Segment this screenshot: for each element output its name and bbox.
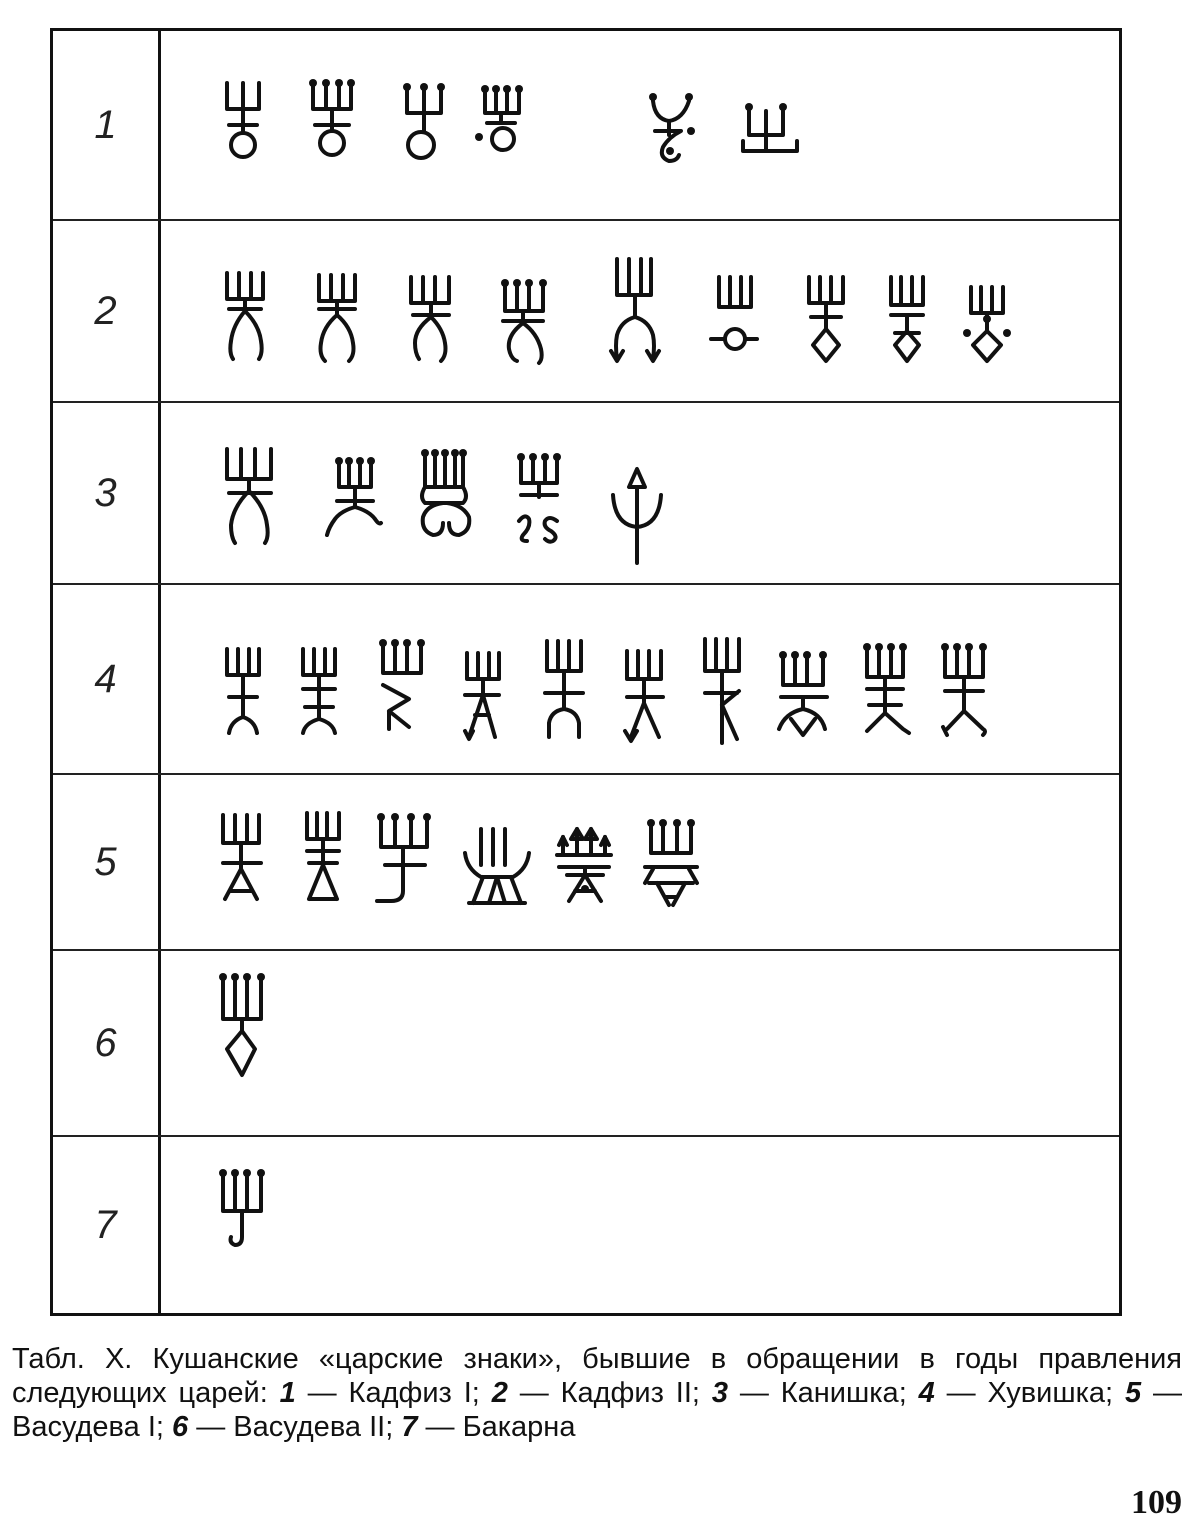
tamga-sign bbox=[461, 825, 533, 905]
tamga-sign bbox=[937, 641, 993, 741]
tamga-sign bbox=[641, 817, 703, 913]
tamga-sign bbox=[307, 77, 357, 167]
row-signs bbox=[203, 1137, 1119, 1313]
tamga-sign bbox=[475, 83, 525, 173]
row-signs bbox=[203, 585, 1119, 773]
caption-item-text: — Хувишка; bbox=[934, 1377, 1125, 1409]
row-signs bbox=[203, 951, 1119, 1135]
table-row-1 bbox=[53, 31, 1119, 219]
table-row-4 bbox=[53, 583, 1119, 773]
row-number: 6 bbox=[94, 1020, 117, 1065]
tamga-sign bbox=[221, 445, 281, 545]
tamga-sign bbox=[801, 273, 849, 367]
caption-item-number: 7 bbox=[401, 1411, 418, 1443]
tamga-sign bbox=[313, 271, 363, 361]
tamga-sign bbox=[697, 635, 745, 747]
tamga-sign bbox=[773, 649, 831, 745]
tamga-sign bbox=[221, 269, 271, 361]
table-row-2 bbox=[53, 219, 1119, 401]
row-number: 1 bbox=[94, 102, 117, 147]
tamga-sign bbox=[607, 465, 667, 565]
caption-item-number: 1 bbox=[279, 1377, 296, 1409]
row-signs bbox=[203, 403, 1119, 583]
caption-item-text: — Бакарна bbox=[417, 1411, 576, 1443]
caption-lead: Табл. X. Кушанские «царские знаки», бывшие в обращении в годы правления следующих царей: bbox=[12, 1343, 1182, 1409]
tamga-sign bbox=[295, 645, 343, 737]
tamga-sign bbox=[221, 645, 265, 737]
row-number: 2 bbox=[94, 288, 117, 333]
tamga-sign bbox=[513, 451, 567, 545]
tamga-sign bbox=[539, 637, 589, 741]
tamga-sign bbox=[217, 811, 267, 903]
caption-item-text: — Кадфиз I; bbox=[295, 1377, 492, 1409]
caption-item-text: — Васудева I; bbox=[12, 1377, 1183, 1443]
table-caption bbox=[12, 1342, 1182, 1444]
caption-item-number: 5 bbox=[1124, 1377, 1142, 1409]
caption-item-number: 2 bbox=[491, 1377, 508, 1409]
caption-item-number: 6 bbox=[172, 1411, 189, 1443]
caption-item-number: 4 bbox=[918, 1377, 935, 1409]
row-number: 7 bbox=[94, 1202, 117, 1247]
tamga-sign bbox=[645, 91, 701, 171]
tamga-sign bbox=[605, 255, 665, 365]
tamga-sign bbox=[497, 277, 549, 365]
tamga-sign bbox=[553, 815, 617, 907]
row-signs bbox=[203, 221, 1119, 401]
row-number: 5 bbox=[94, 839, 117, 884]
row-number: 4 bbox=[94, 656, 117, 701]
tamga-sign bbox=[413, 447, 479, 547]
tamga-sign bbox=[223, 79, 263, 169]
table-row-7 bbox=[53, 1135, 1119, 1313]
tamga-sign bbox=[619, 647, 669, 743]
table-row-3 bbox=[53, 401, 1119, 583]
caption-item-text: — Васудева II; bbox=[188, 1411, 402, 1443]
table-row-5 bbox=[53, 773, 1119, 949]
signs-table bbox=[50, 28, 1122, 1316]
caption-item-number: 3 bbox=[711, 1377, 728, 1409]
tamga-sign bbox=[217, 1167, 267, 1251]
page-number: 109 bbox=[1131, 1484, 1182, 1521]
caption-item-text: — Кадфиз II; bbox=[507, 1377, 712, 1409]
row-signs bbox=[203, 31, 1119, 219]
row-number: 3 bbox=[94, 470, 117, 515]
tamga-sign bbox=[857, 641, 913, 741]
tamga-sign bbox=[217, 971, 267, 1081]
tamga-sign bbox=[739, 97, 803, 163]
tamga-sign bbox=[375, 637, 427, 737]
tamga-sign bbox=[459, 649, 507, 741]
caption-item-text: — Канишка; bbox=[727, 1377, 919, 1409]
tamga-sign bbox=[883, 273, 929, 367]
tamga-sign bbox=[961, 281, 1011, 371]
tamga-sign bbox=[371, 811, 437, 905]
tamga-sign bbox=[299, 809, 345, 905]
tamga-sign bbox=[323, 455, 383, 545]
row-signs bbox=[203, 775, 1119, 949]
table-row-6 bbox=[53, 949, 1119, 1135]
tamga-sign bbox=[401, 81, 447, 171]
tamga-sign bbox=[709, 273, 759, 353]
tamga-sign bbox=[405, 273, 457, 363]
